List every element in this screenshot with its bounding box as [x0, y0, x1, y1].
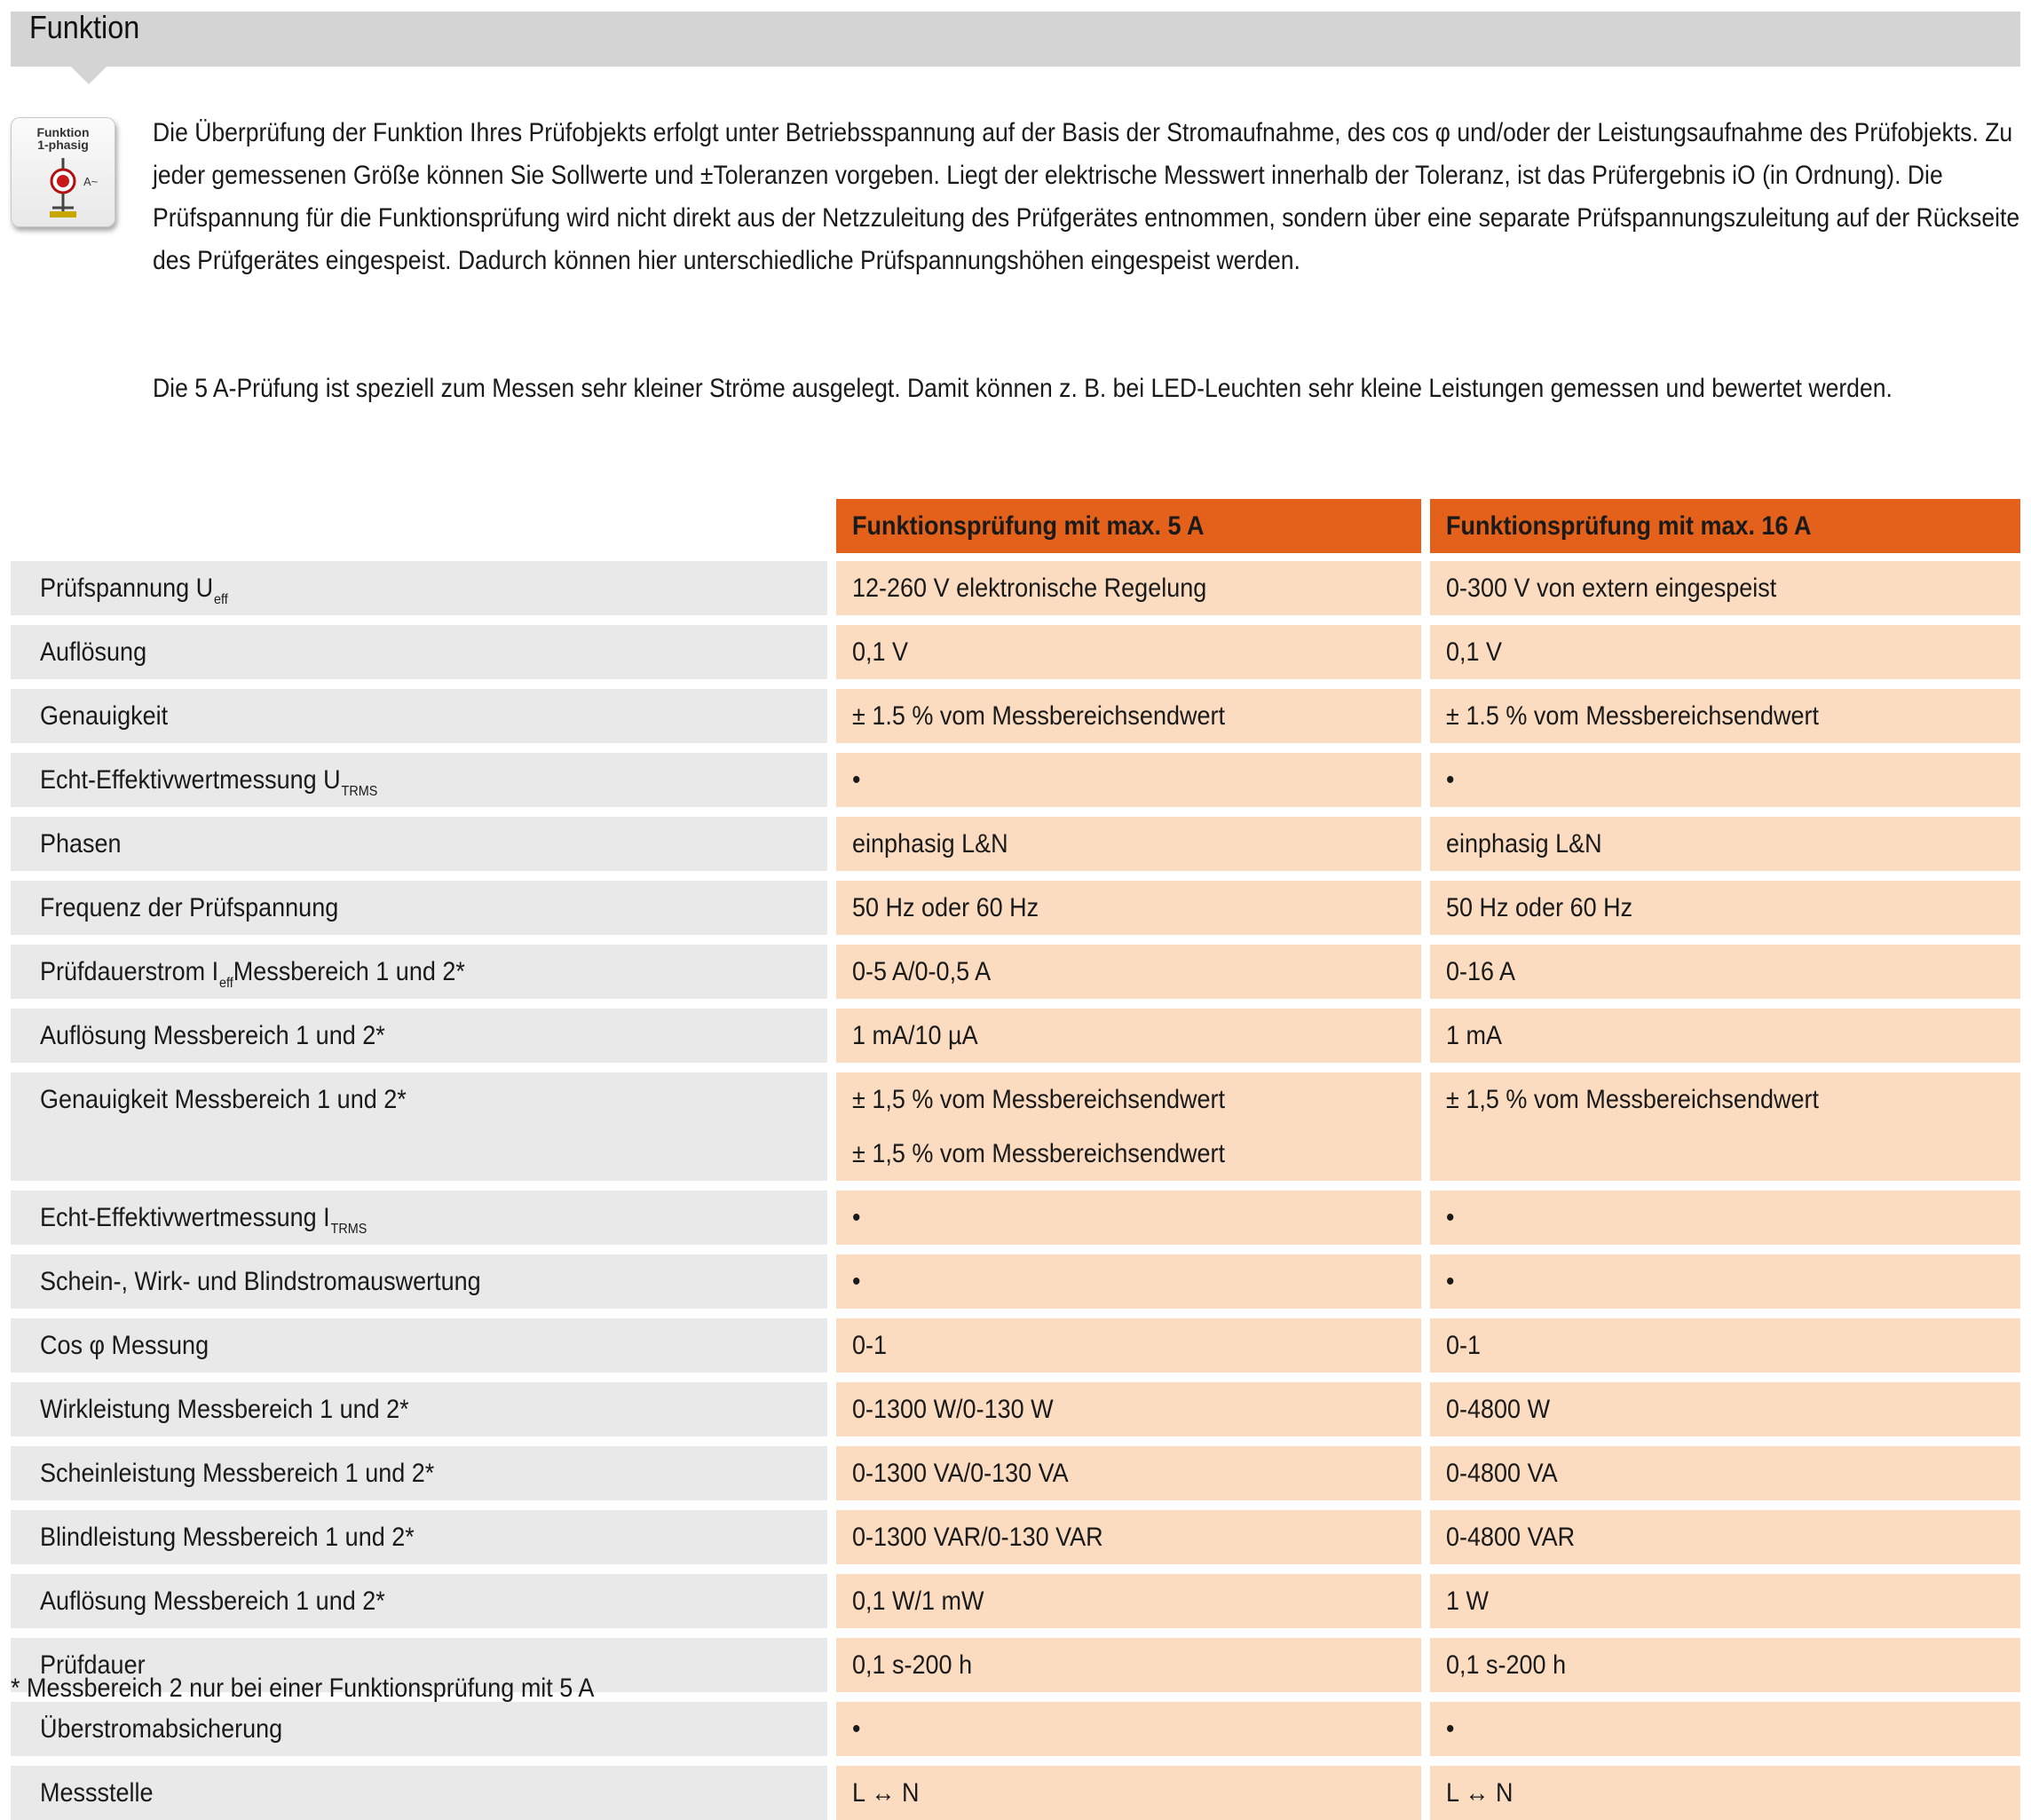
row-label-cell	[11, 881, 827, 935]
value-5a: einphasig L&N	[852, 829, 1008, 859]
column-header-16a	[1430, 499, 2020, 553]
value-16a-cell	[1430, 1702, 2020, 1756]
value-16a-cell	[1430, 881, 2020, 935]
value-16a: 0-4800 W	[1446, 1395, 1551, 1424]
table-row	[11, 881, 2020, 935]
table-row	[11, 945, 2020, 999]
row-label	[40, 1009, 385, 1063]
section-title: Funktion	[29, 9, 140, 45]
value-16a: 1 W	[1446, 1587, 1490, 1616]
value-5a: 0,1 s-200 h	[852, 1650, 973, 1680]
table-row	[11, 561, 2020, 615]
value-5a-cell	[836, 1510, 1421, 1564]
value-16a-cell	[1430, 1191, 2020, 1245]
value-5a: 0-1300 VA/0-130 VA	[852, 1459, 1069, 1488]
row-label-subscript: eff	[218, 976, 233, 991]
table-row	[11, 1072, 2020, 1181]
row-label-subscript: TRMS	[341, 784, 378, 799]
column-header-5a	[836, 499, 1421, 553]
value-5a-cell	[836, 1191, 1421, 1245]
row-label-cell	[11, 1510, 827, 1564]
row-label-cell	[11, 1574, 827, 1628]
row-label-cell	[11, 1009, 827, 1063]
row-label-cell	[11, 817, 827, 871]
value-16a-cell	[1430, 1574, 2020, 1628]
row-label-text: Prüfdauer	[40, 1650, 146, 1680]
row-label-cell	[11, 1382, 827, 1436]
row-label-text: Wirkleistung Messbereich 1 und 2*	[40, 1395, 409, 1424]
row-label-text: Echt-Effektivwertmessung U	[40, 765, 341, 795]
value-16a-cell	[1430, 1072, 2020, 1181]
row-label-text: Auflösung	[40, 637, 147, 667]
value-5a: ± 1,5 % vom Messbereichsendwert	[852, 1085, 1225, 1114]
value-5a-cell	[836, 753, 1421, 807]
value-5a: ± 1,5 % vom Messbereichsendwert	[852, 1139, 1225, 1168]
value-16a-cell	[1430, 1254, 2020, 1309]
row-label	[40, 689, 168, 743]
value-16a: ± 1,5 % vom Messbereichsendwert	[1446, 1085, 1819, 1114]
value-16a: 0-4800 VAR	[1446, 1523, 1576, 1552]
table-row	[11, 625, 2020, 679]
value-5a: 0-1	[852, 1331, 888, 1360]
icon-label-line2: 1-phasig	[37, 138, 89, 152]
value-16a-cell	[1430, 625, 2020, 679]
value-5a-cell	[836, 1574, 1421, 1628]
row-label-subscript: eff	[214, 592, 228, 607]
value-5a-cell	[836, 1254, 1421, 1309]
value-16a: 0,1 V	[1446, 637, 1503, 667]
svg-text:A~: A~	[83, 175, 99, 188]
row-label-text: Prüfspannung U	[40, 574, 214, 603]
value-16a-cell	[1430, 945, 2020, 999]
row-label-text: Messstelle	[40, 1778, 154, 1808]
value-16a: 0-4800 VA	[1446, 1459, 1558, 1488]
value-16a: 0-16 A	[1446, 957, 1516, 986]
value-16a: •	[1446, 765, 1455, 795]
row-label-text: Genauigkeit	[40, 701, 169, 731]
value-5a-cell	[836, 1446, 1421, 1500]
intro-text-2: Die 5 A-Prüfung ist speziell zum Messen sehr kleiner Ströme ausgelegt. Damit können z. B. bei LED-Leuchten sehr kleine Leistungen gemessen und bewertet werden.	[153, 374, 1893, 403]
row-label-cell	[11, 1318, 827, 1373]
value-5a: L ↔ N	[852, 1778, 920, 1808]
row-label-cell	[11, 561, 827, 615]
table-row	[11, 689, 2020, 743]
row-label-suffix: Messbereich 1 und 2*	[233, 957, 465, 986]
value-16a: •	[1446, 1267, 1455, 1296]
value-16a-cell	[1430, 1638, 2020, 1692]
value-16a: ± 1.5 % vom Messbereichsendwert	[1446, 701, 1819, 731]
row-label-text: Genauigkeit Messbereich 1 und 2*	[40, 1085, 407, 1114]
value-5a: •	[852, 1714, 861, 1744]
row-label	[40, 1574, 385, 1628]
value-5a: 0-1300 W/0-130 W	[852, 1395, 1054, 1424]
row-label-cell	[11, 1766, 827, 1820]
intro-paragraph-2	[153, 368, 1893, 410]
row-label-text: Auflösung Messbereich 1 und 2*	[40, 1021, 385, 1050]
table-row	[11, 817, 2020, 871]
value-5a-cell	[836, 689, 1421, 743]
value-5a-cell	[836, 1702, 1421, 1756]
row-label-text: Prüfdauerstrom I	[40, 957, 219, 986]
value-5a: 0,1 W/1 mW	[852, 1587, 984, 1616]
value-16a-cell	[1430, 1766, 2020, 1820]
row-label	[40, 753, 377, 807]
row-label-cell	[11, 1254, 827, 1309]
row-label-cell	[11, 689, 827, 743]
section-header	[11, 9, 2020, 67]
function-icon	[11, 117, 115, 227]
value-16a-cell	[1430, 1446, 2020, 1500]
row-label	[40, 1254, 481, 1309]
row-label	[40, 1072, 407, 1127]
value-5a-cell	[836, 1072, 1421, 1181]
row-label-text: Scheinleistung Messbereich 1 und 2*	[40, 1459, 435, 1488]
value-5a: 0,1 V	[852, 637, 909, 667]
value-16a-cell	[1430, 753, 2020, 807]
value-5a: 0-1300 VAR/0-130 VAR	[852, 1523, 1103, 1552]
row-label-text: Frequenz der Prüfspannung	[40, 893, 339, 922]
intro-paragraph-1	[153, 112, 2020, 282]
table-row	[11, 1702, 2020, 1756]
value-16a-cell	[1430, 1318, 2020, 1373]
row-label	[40, 625, 146, 679]
value-16a: 0-300 V von extern eingespeist	[1446, 574, 1777, 603]
table-row	[11, 1318, 2020, 1373]
table-row	[11, 1510, 2020, 1564]
column-header-16a-label: Funktionsprüfung mit max. 16 A	[1446, 511, 1812, 541]
value-5a-cell	[836, 561, 1421, 615]
row-label-subscript: TRMS	[330, 1222, 367, 1237]
value-16a: einphasig L&N	[1446, 829, 1602, 859]
table-row	[11, 1254, 2020, 1309]
value-16a: •	[1446, 1203, 1455, 1232]
value-16a-cell	[1430, 1009, 2020, 1063]
table-row	[11, 1574, 2020, 1628]
value-5a-cell	[836, 625, 1421, 679]
column-header-5a-label: Funktionsprüfung mit max. 5 A	[852, 511, 1205, 541]
table-row	[11, 1766, 2020, 1820]
value-5a-cell	[836, 945, 1421, 999]
table-row	[11, 1191, 2020, 1245]
row-label-cell	[11, 945, 827, 999]
row-label-cell	[11, 1072, 827, 1181]
row-label	[40, 561, 228, 615]
row-label	[40, 945, 465, 999]
value-16a-cell	[1430, 1510, 2020, 1564]
row-label	[40, 1318, 209, 1373]
row-label-text: Blindleistung Messbereich 1 und 2*	[40, 1523, 415, 1552]
value-16a-cell	[1430, 689, 2020, 743]
row-label-text: Echt-Effektivwertmessung I	[40, 1203, 330, 1232]
value-5a-cell	[836, 1638, 1421, 1692]
value-5a-cell	[836, 1318, 1421, 1373]
value-16a: •	[1446, 1714, 1455, 1744]
value-5a: •	[852, 1203, 861, 1232]
row-label-cell	[11, 1446, 827, 1500]
value-5a: 50 Hz oder 60 Hz	[852, 893, 1039, 922]
value-5a-cell	[836, 881, 1421, 935]
row-label-text: Überstromabsicherung	[40, 1714, 283, 1744]
value-5a: ± 1.5 % vom Messbereichsendwert	[852, 701, 1225, 731]
row-label	[40, 881, 338, 935]
table-row	[11, 1382, 2020, 1436]
header-notch	[71, 67, 107, 84]
value-5a: 0-5 A/0-0,5 A	[852, 957, 992, 986]
row-label-cell	[11, 1702, 827, 1756]
value-5a-cell	[836, 1382, 1421, 1436]
row-label-cell	[11, 1191, 827, 1245]
row-label	[40, 1382, 409, 1436]
value-5a: •	[852, 765, 861, 795]
row-label	[40, 1702, 282, 1756]
value-5a: 12-260 V elektronische Regelung	[852, 574, 1207, 603]
row-label-cell	[11, 753, 827, 807]
table-row	[11, 1446, 2020, 1500]
value-16a: 0-1	[1446, 1331, 1482, 1360]
row-label-text: Cos φ Messung	[40, 1331, 209, 1360]
value-5a: •	[852, 1267, 861, 1296]
row-label	[40, 1510, 415, 1564]
value-5a-cell	[836, 1009, 1421, 1063]
row-label-text: Phasen	[40, 829, 122, 859]
row-label	[40, 1191, 367, 1245]
intro-text-1: Die Überprüfung der Funktion Ihres Prüfobjekts erfolgt unter Betriebsspannung auf der Basis der Stromaufnahme, des cos φ und/oder der Leistungsaufnahme des Prüfobjekts. Zu jeder gemessenen Größe können Sie Sollwerte und ±Toleranzen vorgeben. Liegt der elektrische Messwert innerhalb der Toleranz, ist das Prüfergebnis iO (in Ordnung). Die Prüfspannung für die Funktionsprüfung wird nicht direkt aus der Netzzuleitung des Prüfgerätes entnommen, sondern über eine separate Prüfspannungszuleitung auf der Rückseite des Prüfgerätes eingespeist. Dadurch können hier unterschiedliche Prüfspannungshöhen eingespeist werden.	[153, 118, 2020, 275]
value-16a-cell	[1430, 561, 2020, 615]
value-5a-cell	[836, 1766, 1421, 1820]
footnote: * Messbereich 2 nur bei einer Funktionsprüfung mit 5 A	[11, 1674, 595, 1703]
meter-icon	[11, 153, 115, 224]
row-label	[40, 1446, 434, 1500]
value-16a: 1 mA	[1446, 1021, 1503, 1050]
row-label	[40, 817, 122, 871]
table-row	[11, 753, 2020, 807]
row-label-text: Schein-, Wirk- und Blindstromauswertung	[40, 1267, 481, 1296]
icon-label-line1: Funktion	[36, 125, 90, 139]
table-row	[11, 1009, 2020, 1063]
value-16a: 50 Hz oder 60 Hz	[1446, 893, 1633, 922]
value-16a: 0,1 s-200 h	[1446, 1650, 1567, 1680]
value-5a-cell	[836, 817, 1421, 871]
value-16a: L ↔ N	[1446, 1778, 1513, 1808]
value-16a-cell	[1430, 817, 2020, 871]
row-label-text: Auflösung Messbereich 1 und 2*	[40, 1587, 385, 1616]
row-label	[40, 1766, 154, 1820]
row-label-cell	[11, 625, 827, 679]
value-5a: 1 mA/10 µA	[852, 1021, 978, 1050]
value-16a-cell	[1430, 1382, 2020, 1436]
